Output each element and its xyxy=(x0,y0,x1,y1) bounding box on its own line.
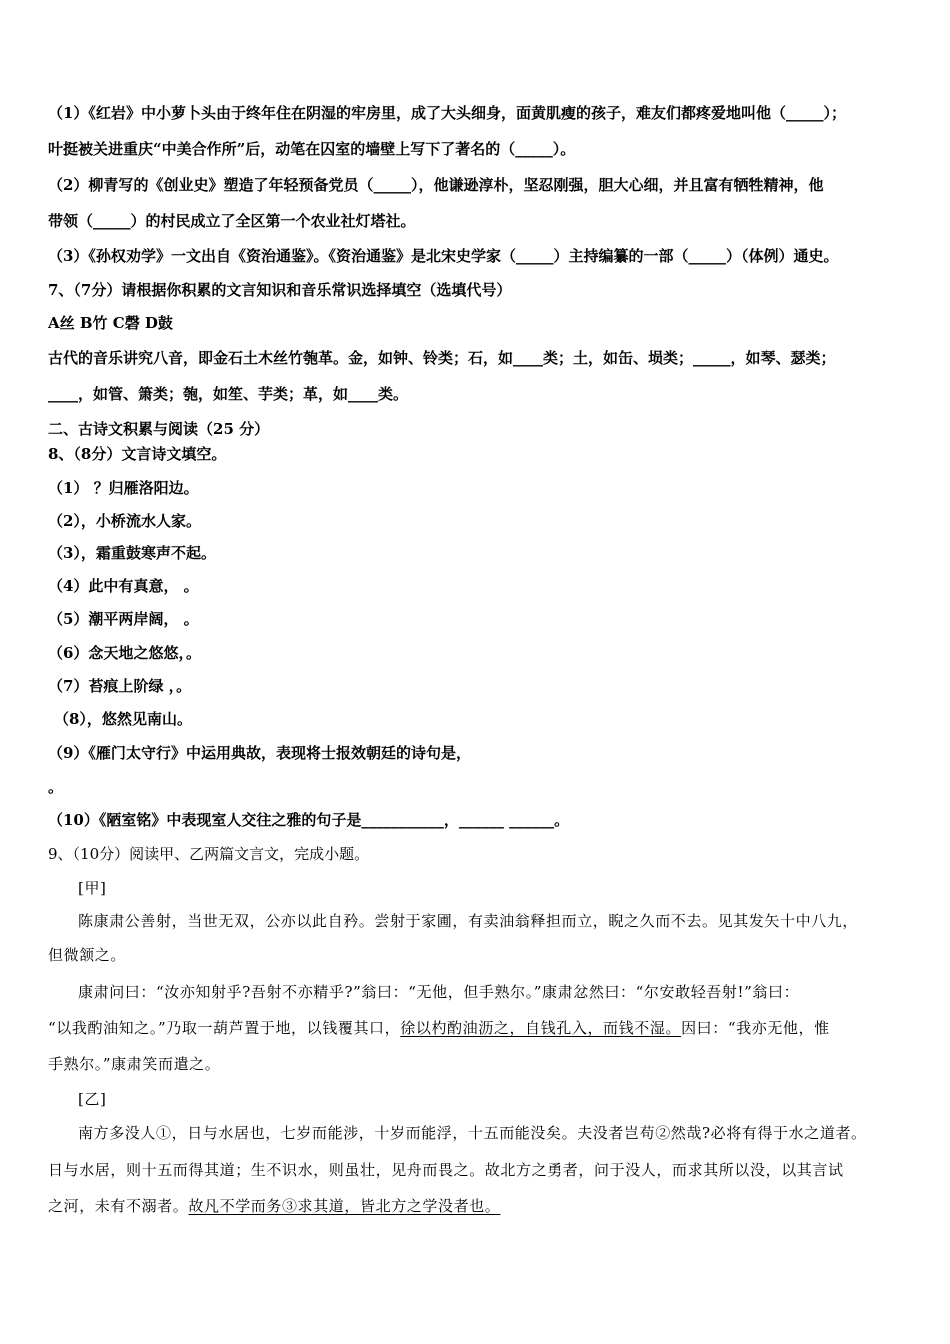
passage-jia-p2-line1: 康肃问曰：“汝亦知射乎?吾射不亦精乎?”翁曰：“无他，但手熟尔。”康肃忿然曰：“尔安敢轻吾射!”翁曰： xyxy=(78,983,800,1001)
section-2-heading: 二、古诗文积累与阅读（25 分） xyxy=(48,420,270,438)
q7-text-line2: ____，如管、箫类；匏，如笙、芋类；革，如____类。 xyxy=(48,385,409,403)
q8-item-5: （5）潮平两岸阔， 。 xyxy=(48,610,199,628)
q7-text-line1: 古代的音乐讲究八音，即金石土木丝竹匏革。金，如钟、铃类；石，如____类；土，如缶、埙类；_____，如琴、瑟类； xyxy=(48,349,836,367)
q8-item-3: （3），霜重鼓寒声不起。 xyxy=(48,544,216,562)
q6-1-line1: （1）《红岩》中小萝卜头由于终年住在阴湿的牢房里，成了大头细身，面黄肌瘦的孩子，难友们都疼爱地叫他（_____）； xyxy=(48,104,846,122)
q9-heading: 9、（10分）阅读甲、乙两篇文言文，完成小题。 xyxy=(48,845,370,863)
passage-jia-p2-line2 xyxy=(48,1018,918,1038)
q7-heading: 7、（7分）请根据你积累的文言知识和音乐常识选择填空（选填代号） xyxy=(48,281,512,299)
q8-item-9: （9）《雁门太守行》中运用典故，表现将士报效朝廷的诗句是， xyxy=(48,744,471,762)
passage-yi-label: [乙] xyxy=(78,1090,107,1108)
q6-3-line: （3）《孙权劝学》一文出自《资治通鉴》。《资治通鉴》是北宋史学家（_____）主持编纂的一部（_____）（体例）通史。 xyxy=(48,247,839,265)
q8-item-10: （10）《陋室铭》中表现室人交往之雅的句子是___________，______ ______。 xyxy=(48,811,570,829)
q6-2-line1: （2）柳青写的《创业史》塑造了年轻预备党员（_____），他谦逊淳朴，坚忍刚强，胆大心细，并且富有牺牲精神，他 xyxy=(48,176,824,194)
q6-1-line2: 叶挺被关进重庆“中美合作所”后，动笔在囚室的墙壁上写下了著名的（_____）。 xyxy=(48,140,576,158)
underlined-sentence-yi: 故凡不学而务③求其道，皆北方之学没者也。 xyxy=(188,1197,501,1215)
passage-jia-label: [甲] xyxy=(78,879,107,897)
q8-item-6: （6）念天地之悠悠，。 xyxy=(48,644,201,662)
passage-yi-line2: 日与水居，则十五而得其道；生不识水，则虽壮，见舟而畏之。故北方之勇者，问于没人，而求其所以没，以其言试 xyxy=(48,1161,844,1179)
q8-item-4: （4）此中有真意， 。 xyxy=(48,577,199,595)
q8-item-7: （7）苔痕上阶绿 ，。 xyxy=(48,677,192,695)
underlined-sentence-jia: 徐以杓酌油沥之，自钱孔入，而钱不湿。 xyxy=(400,1019,682,1037)
passage-jia-p2-line2-a: “以我酌油知之。”乃取一葫芦置于地，以钱覆其口， xyxy=(48,1019,401,1037)
passage-jia-p1-line2: 但微颔之。 xyxy=(48,946,127,964)
q7-options: A丝 B竹 C磬 D鼓 xyxy=(48,314,173,332)
passage-yi-line3 xyxy=(48,1196,918,1216)
passage-yi-line1: 南方多没人①，日与水居也，七岁而能涉，十岁而能浮，十五而能没矣。夫没者岂苟②然哉?必将有得于水之道者。 xyxy=(78,1124,867,1142)
q6-2-line2: 带领（_____）的村民成立了全区第一个农业社灯塔社。 xyxy=(48,212,416,230)
q8-item-8: （8），悠然见南山。 xyxy=(54,710,192,728)
passage-jia-p2-line2-b: 因曰：“我亦无他，惟 xyxy=(681,1019,830,1037)
q8-item-1: （1） ？归雁洛阳边。 xyxy=(48,479,199,497)
q8-item-9-cont: 。 xyxy=(48,778,64,796)
passage-jia-p1-line1: 陈康肃公善射，当世无双，公亦以此自矜。尝射于家圃，有卖油翁释担而立，睨之久而不去。见其发矢十中八九， xyxy=(78,912,859,930)
passage-yi-line3-a: 之河，未有不溺者。 xyxy=(48,1197,189,1215)
passage-jia-p2-line3: 手熟尔。”康肃笑而遣之。 xyxy=(48,1055,221,1073)
q8-item-2: （2），小桥流水人家。 xyxy=(48,512,201,530)
q8-heading: 8、（8分）文言诗文填空。 xyxy=(48,445,227,463)
